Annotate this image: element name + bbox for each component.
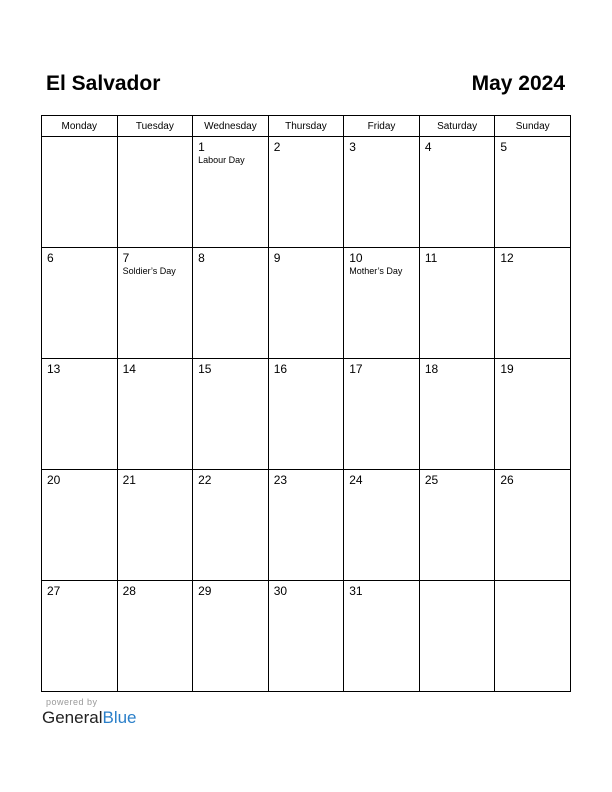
- day-number: 26: [500, 473, 514, 487]
- day-number: 7: [122, 251, 130, 265]
- day-cell: [42, 359, 118, 470]
- day-number: 9: [273, 251, 281, 265]
- day-cell: [344, 359, 420, 470]
- day-number: 10: [349, 251, 363, 265]
- weekday-header: Tuesday: [117, 116, 193, 137]
- week-row: [42, 470, 571, 581]
- day-cell: [419, 581, 495, 692]
- day-number: 19: [500, 362, 514, 376]
- day-number: 6: [47, 251, 54, 265]
- day-cell: [42, 248, 118, 359]
- day-number: 1: [198, 140, 205, 154]
- brand-logo: [42, 708, 137, 728]
- day-cell: [495, 248, 571, 359]
- day-number: 8: [198, 251, 205, 265]
- day-cell: [419, 470, 495, 581]
- day-cell: [193, 248, 269, 359]
- day-cell: [344, 248, 420, 359]
- day-cell: [117, 359, 193, 470]
- day-number: 30: [273, 584, 288, 598]
- day-cell: [419, 137, 495, 248]
- day-cell: [495, 470, 571, 581]
- weekday-header-row: [42, 116, 571, 137]
- weekday-header: Saturday: [419, 116, 495, 137]
- day-number: 29: [198, 584, 212, 598]
- day-cell: [193, 470, 269, 581]
- day-number: 27: [47, 584, 61, 598]
- day-cell: [193, 581, 269, 692]
- day-cell: [268, 137, 344, 248]
- day-cell: [495, 137, 571, 248]
- day-number: 20: [47, 473, 61, 487]
- weekday-header: Sunday: [495, 116, 571, 137]
- weekday-header: Monday: [42, 116, 118, 137]
- day-number: 17: [349, 362, 363, 376]
- day-cell: [42, 581, 118, 692]
- footer-branding: [42, 697, 137, 728]
- weekday-header: Thursday: [268, 116, 344, 137]
- day-cell: [42, 470, 118, 581]
- day-cell: [117, 137, 193, 248]
- day-cell: [495, 581, 571, 692]
- day-cell: [193, 359, 269, 470]
- week-row: [42, 359, 571, 470]
- day-cell: [268, 248, 344, 359]
- day-number: 2: [273, 140, 281, 154]
- day-number: 25: [424, 473, 439, 487]
- day-cell: [495, 359, 571, 470]
- holiday-label: Labour Day: [198, 155, 245, 165]
- holiday-label: Soldier’s Day: [122, 266, 176, 276]
- day-number: 15: [198, 362, 212, 376]
- day-number: 3: [349, 140, 356, 154]
- day-number: 28: [122, 584, 136, 598]
- day-number: 22: [198, 473, 212, 487]
- country-title: El Salvador: [46, 72, 161, 95]
- day-cell: [419, 248, 495, 359]
- day-number: 18: [424, 362, 439, 376]
- day-number: 13: [47, 362, 61, 376]
- day-number: 21: [122, 473, 136, 487]
- day-number: 11: [424, 251, 438, 265]
- day-cell: [344, 137, 420, 248]
- day-cell: [117, 470, 193, 581]
- day-cell: [42, 137, 118, 248]
- calendar-grid: [41, 115, 571, 692]
- day-number: 4: [424, 140, 432, 154]
- holiday-label: Mother’s Day: [349, 266, 403, 276]
- day-cell: [344, 581, 420, 692]
- brand-name-general: General: [42, 708, 103, 727]
- week-row: [42, 137, 571, 248]
- weekday-header: Friday: [344, 116, 420, 137]
- day-cell: [117, 248, 193, 359]
- day-cell: [268, 470, 344, 581]
- day-number: 5: [500, 140, 508, 154]
- day-number: 23: [273, 473, 288, 487]
- day-cell: [193, 137, 269, 248]
- day-cell: [117, 581, 193, 692]
- day-cell: [268, 581, 344, 692]
- week-row: [42, 581, 571, 692]
- day-number: 14: [122, 362, 136, 376]
- day-cell: [268, 359, 344, 470]
- day-number: 12: [500, 251, 514, 265]
- brand-name-blue: Blue: [102, 708, 137, 727]
- month-year-title: May 2024: [471, 72, 565, 95]
- day-cell: [419, 359, 495, 470]
- weekday-header: Wednesday: [193, 116, 269, 137]
- day-cell: [344, 470, 420, 581]
- day-number: 24: [349, 473, 363, 487]
- powered-by-text: powered by: [46, 697, 98, 707]
- day-number: 31: [349, 584, 363, 598]
- day-number: 16: [273, 362, 288, 376]
- week-row: [42, 248, 571, 359]
